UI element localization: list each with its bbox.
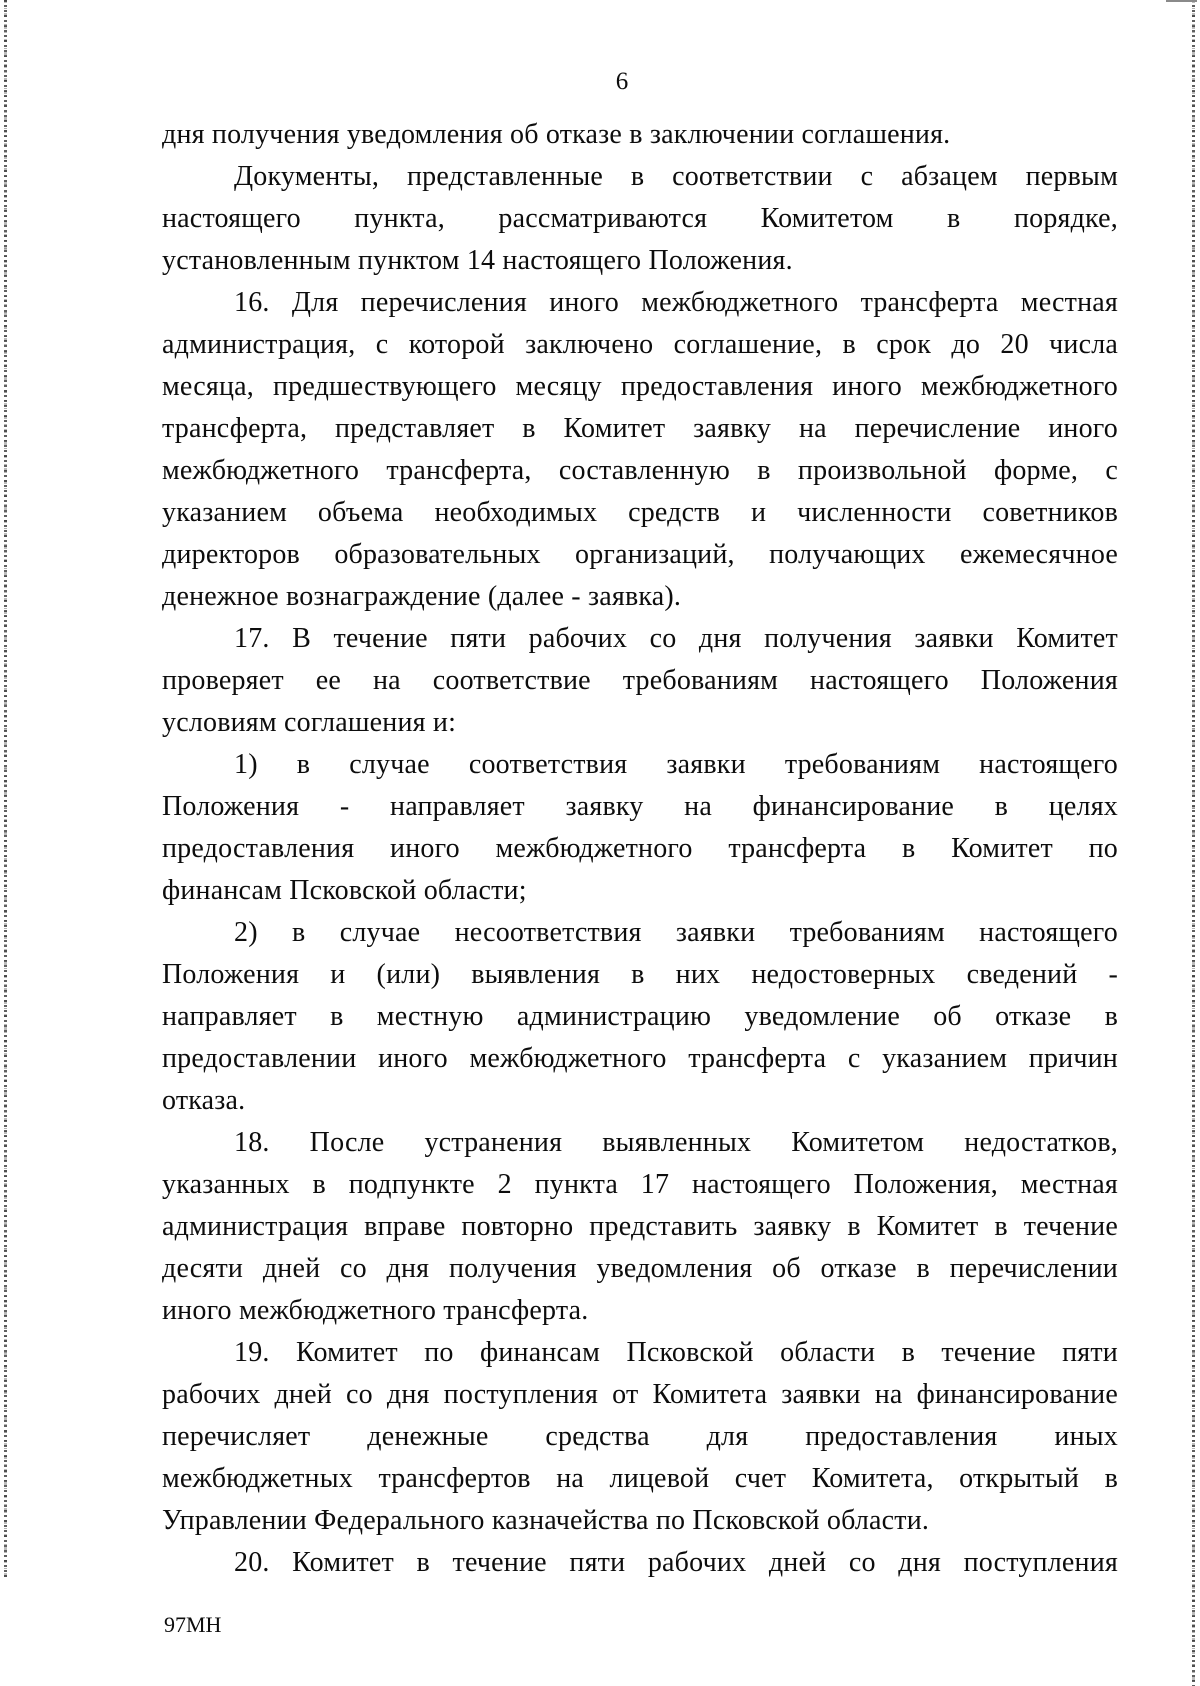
scan-artifact-top-right — [1166, 0, 1197, 2]
text-line: отказа. — [162, 1085, 246, 1116]
text-line: месяца, предшествующего месяцу предоставления иного межбюджетного — [162, 371, 1118, 402]
text-line: иного межбюджетного трансферта. — [162, 1295, 589, 1326]
text-line: трансферта, представляет в Комитет заявку на перечисление иного — [162, 413, 1118, 444]
footer-document-code: 97МН — [164, 1612, 222, 1637]
text-line: администрация вправе повторно представить заявку в Комитет в течение — [162, 1211, 1118, 1242]
text-line: направляет в местную администрацию уведомление об отказе в — [162, 1001, 1118, 1032]
page-number: 6 — [615, 68, 629, 95]
text-line: указанием объема необходимых средств и численности советников — [162, 497, 1118, 528]
text-line: предоставления иного межбюджетного трансферта в Комитет по — [162, 833, 1118, 864]
text-line: 17. В течение пяти рабочих со дня получения заявки Комитет — [234, 623, 1118, 654]
text-line: десяти дней со дня получения уведомления об отказе в перечислении — [162, 1253, 1118, 1284]
text-line: Документы, представленные в соответствии с абзацем первым — [234, 161, 1118, 192]
text-line: 2) в случае несоответствия заявки требованиям настоящего — [234, 917, 1118, 948]
text-line: Управлении Федерального казначейства по Псковской области. — [162, 1505, 930, 1536]
text-line: настоящего пункта, рассматриваются Комитетом в порядке, — [162, 203, 1118, 234]
text-line: межбюджетного трансферта, составленную в произвольной форме, с — [162, 455, 1118, 486]
text-line: проверяет ее на соответствие требованиям настоящего Положения — [162, 665, 1118, 696]
text-line: 16. Для перечисления иного межбюджетного трансферта местная — [234, 287, 1118, 318]
text-line: межбюджетных трансфертов на лицевой счет Комитета, открытый в — [162, 1463, 1118, 1494]
text-line: дня получения уведомления об отказе в заключении соглашения. — [162, 119, 951, 150]
text-line: администрация, с которой заключено соглашение, в срок до 20 числа — [162, 329, 1118, 360]
text-line: рабочих дней со дня поступления от Комитета заявки на финансирование — [162, 1379, 1118, 1410]
text-line: 18. После устранения выявленных Комитетом недостатков, — [234, 1127, 1118, 1158]
text-line: предоставлении иного межбюджетного трансферта с указанием причин — [162, 1043, 1118, 1074]
text-line: перечисляет денежные средства для предоставления иных — [162, 1421, 1118, 1452]
scan-noise-left-edge — [4, 0, 7, 1580]
text-line: 20. Комитет в течение пяти рабочих дней со дня поступления — [234, 1547, 1118, 1578]
text-line: указанных в подпункте 2 пункта 17 настоящего Положения, местная — [162, 1169, 1118, 1200]
text-line: директоров образовательных организаций, получающих ежемесячное — [162, 539, 1118, 570]
document-text-body — [162, 114, 1118, 1584]
text-line: 19. Комитет по финансам Псковской области в течение пяти — [234, 1337, 1118, 1368]
text-line: установленным пунктом 14 настоящего Положения. — [162, 245, 793, 276]
scan-noise-right-edge — [1192, 0, 1195, 1686]
text-line: условиям соглашения и: — [162, 707, 457, 738]
text-line: финансам Псковской области; — [162, 875, 527, 906]
text-line: Положения и (или) выявления в них недостоверных сведений - — [162, 959, 1118, 990]
text-line: Положения - направляет заявку на финансирование в целях — [162, 791, 1118, 822]
text-line: денежное вознаграждение (далее - заявка). — [162, 581, 682, 612]
text-line: 1) в случае соответствия заявки требованиям настоящего — [234, 749, 1118, 780]
